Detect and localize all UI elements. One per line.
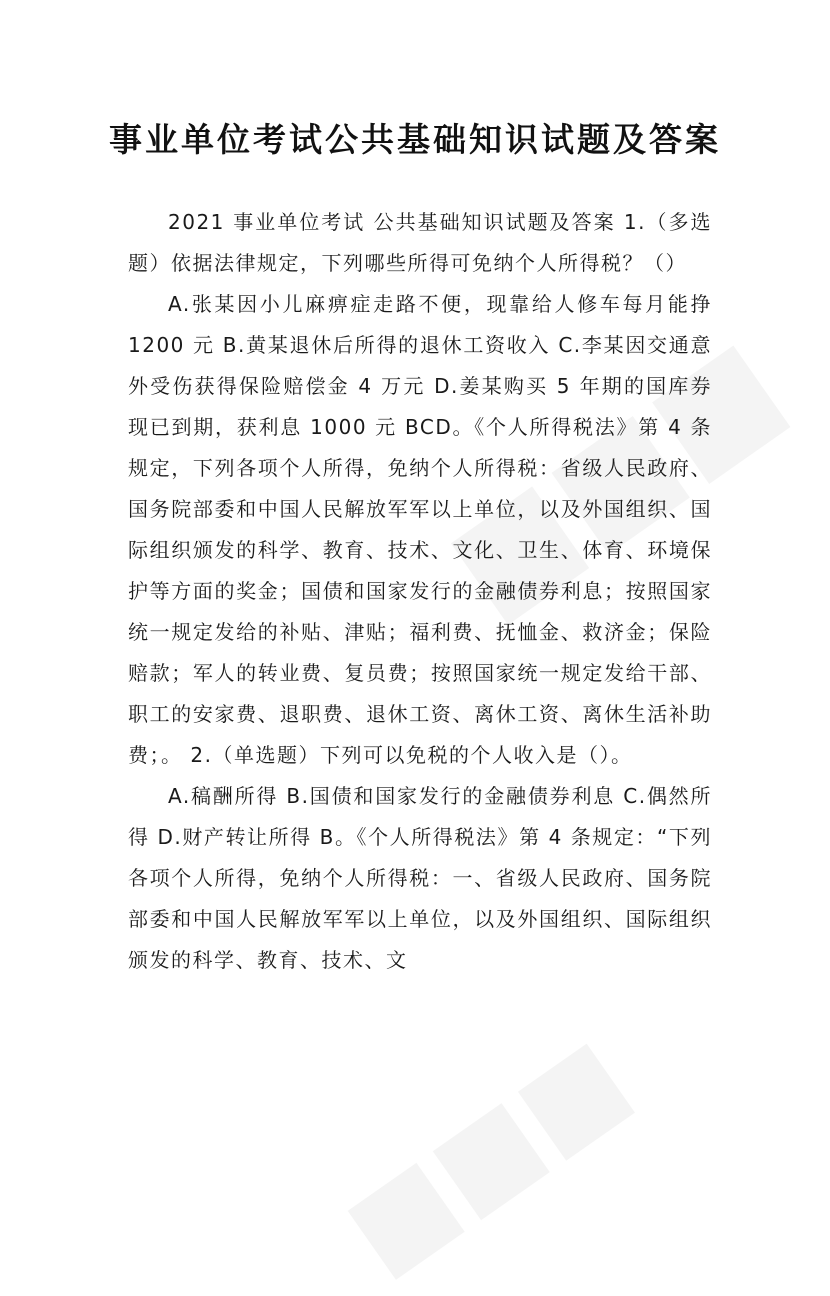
watermark	[321, 1012, 650, 1296]
page-title: 事业单位考试公共基础知识试题及答案	[109, 120, 721, 159]
paragraph-question-1: 2021 事业单位考试 公共基础知识试题及答案 1.（多选题）依据法律规定，下列哪些所得可免纳个人所得税？（）	[128, 210, 712, 275]
document-body	[128, 202, 712, 981]
paragraph-answer-1: A.张某因小儿麻痹症走路不便，现靠给人修车每月能挣 1200 元 B.黄某退休后所得的退休工资收入 C.李某因交通意外受伤获得保险赔偿金 4 万元 D.姜某购买 5 年期的国库券现已到期，获利息 1000 元 BCD。《个人所得税法》第 4 条规定，下列各项个人所得，免纳个人所得税：省级人民政府、国务院部委和中国人民解放军军以上单位，以及外国组织、国际组织颁发的科学、教育、技术、文化、卫生、体育、环境保护等方面的奖金；国债和国家发行的金融债券利息；按照国家统一规定发给的补贴、津贴；福利费、抚恤金、救济金；保险赔款；军人的转业费、复员费；按照国家统一规定发给干部、职工的安家费、退职费、退休工资、离休工资、离休生活补助费；。 2.（单选题）下列可以免税的个人收入是（）。	[128, 292, 712, 767]
paragraph-answer-2: A.稿酬所得 B.国债和国家发行的金融债券利息 C.偶然所得 D.财产转让所得 B。《个人所得税法》第 4 条规定：“下列各项个人所得，免纳个人所得税：一、省级人民政府、国务院部委和中国人民解放军军以上单位，以及外国组织、国际组织颁发的科学、教育、技术、文	[128, 784, 712, 972]
